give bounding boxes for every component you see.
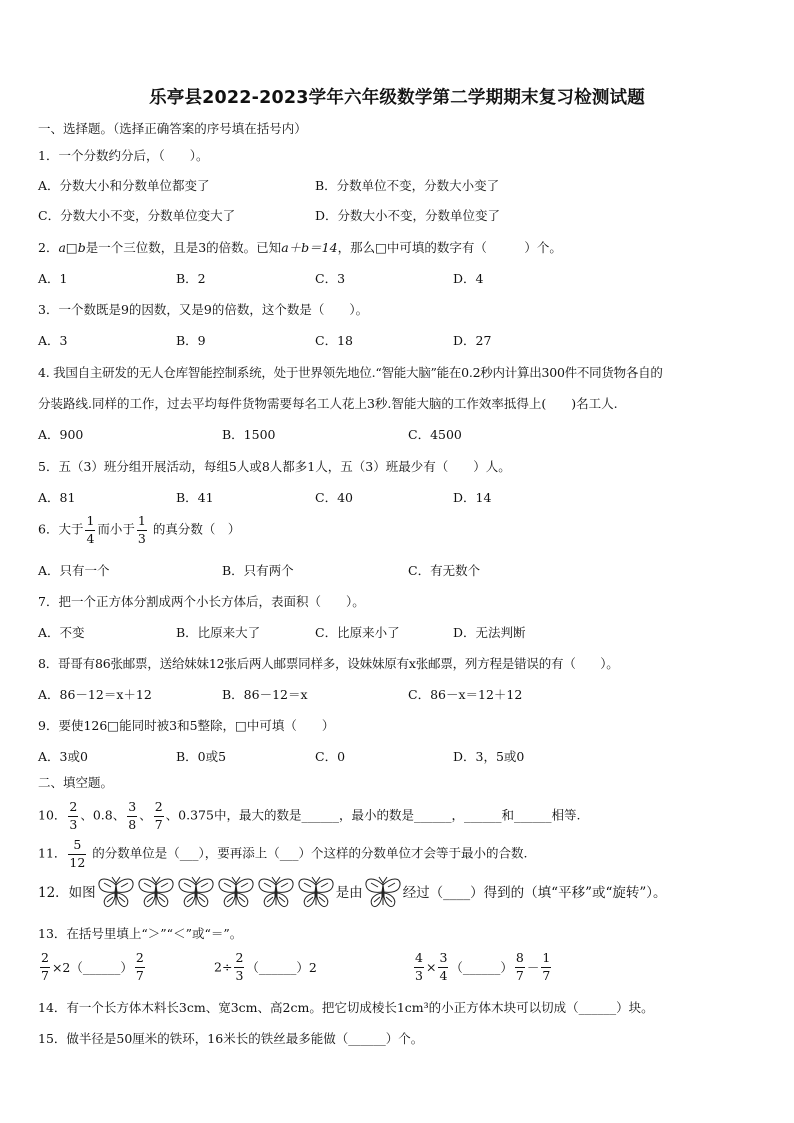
section-heading-fill: 二、填空题。 [38,775,114,790]
butterfly-icon [176,875,216,911]
q3-option-d: D．27 [453,333,492,348]
q6-option-c: C．有无数个 [408,563,481,578]
question-14: 14．有一个长方体木料长3cm、宽3cm、高2cm。把它切成棱长1cm³的小正方体木块可以切成（______）块。 [38,1000,654,1015]
question-7: 7．把一个正方体分割成两个小长方体后，表面积（ ）。 [38,594,365,609]
question-3: 3．一个数既是9的因数，又是9的倍数，这个数是（ ）。 [38,302,369,317]
q2-number: 2． [38,240,59,255]
q6-fraction-2: $\frac{1}{3}$ [137,513,146,546]
question-5: 5．五（3）班分组开展活动，每组5人或8人都多1人，五（3）班最少有（ ）人。 [38,459,511,474]
butterfly-sequence [96,875,336,911]
q10-sep-2: 、 [139,807,152,823]
q10-fraction-1: $\frac{2}{3}$ [69,799,78,832]
q10-fraction-2: $\frac{3}{8}$ [128,799,137,832]
q1-option-d: D．分数大小不变，分数单位变了 [315,208,501,223]
page-title: 乐亭县2022-2023学年六年级数学第二学期期末复习检测试题 [149,88,645,108]
question-6 [38,515,240,545]
q8-option-c: C．86－x＝12＋12 [408,687,523,702]
butterfly-icon [296,875,336,911]
q9-option-c: C．0 [315,749,346,764]
question-11 [38,839,528,869]
q4-option-a: A．900 [38,427,84,442]
q13-expression-2: 2÷ $\frac{2}{3}$ （______）2 [214,950,317,983]
q10-sep-1: 、0.8、 [80,807,126,823]
butterfly-icon [136,875,176,911]
butterfly-icon [363,875,403,911]
q6-text-pre: 6．大于 [38,521,84,537]
question-2 [38,239,562,257]
q6-fraction-1: $\frac{1}{4}$ [86,513,95,546]
q9-option-d: D．3，5或0 [453,749,525,764]
q13-expression-1: $\frac{2}{7}$ ×2（______） $\frac{2}{7}$ [41,950,144,983]
question-12 [38,875,667,911]
butterfly-icon [216,875,256,911]
q9-option-b: B．0或5 [176,749,227,764]
q11-tail: 的分数单位是（___），要再添上（___）个这样的分数单位才会等于最小的合数. [92,845,528,861]
q5-option-a: A．81 [38,490,76,505]
question-4-line-1: 4. 我国自主研发的无人仓库智能控制系统，处于世界领先地位.“智能大脑”能在0.2秒内计算出300件不同货物各自的 [38,365,663,380]
q5-option-b: B．41 [176,490,214,505]
q7-option-b: B．比原来大了 [176,625,261,640]
q7-option-a: A．不变 [38,625,85,640]
q6-option-b: B．只有两个 [222,563,294,578]
question-8: 8．哥哥有86张邮票，送给妹妹12张后两人邮票同样多，设妹妹原有x张邮票，列方程是错误的有（ ）。 [38,656,619,671]
q10-fraction-3: $\frac{2}{7}$ [154,799,163,832]
question-9: 9．要使126□能同时被3和5整除，□中可填（ ） [38,718,335,733]
q12-text-tail: 经过（____）得到的（填“平移”或“旋转”）。 [402,885,667,901]
q7-option-d: D．无法判断 [453,625,526,640]
q12-text-pre: 12．如图 [38,885,96,901]
q10-tail: 、0.375中，最大的数是______，最小的数是______，______和______相等. [165,807,581,823]
section-heading-choice: 一、选择题。（选择正确答案的序号填在括号内） [38,121,307,136]
q8-option-b: B．86－12＝x [222,687,308,702]
q1-option-a: A．分数大小和分数单位都变了 [38,178,210,193]
q10-number: 10． [38,807,67,823]
q6-option-a: A．只有一个 [38,563,110,578]
question-15: 15．做半径是50厘米的铁环，16米长的铁丝最多能做（______）个。 [38,1031,424,1046]
q1-option-c: C．分数大小不变，分数单位变大了 [38,208,236,223]
q9-option-a: A．3或0 [38,749,88,764]
question-13: 13．在括号里填上“＞”“＜”或“＝”。 [38,926,243,941]
butterfly-icon [256,875,296,911]
q2-tail: ，那么□中可填的数字有（ ）个。 [337,240,562,255]
question-1: 1．一个分数约分后，（ ）。 [38,148,209,163]
q8-option-a: A．86－12＝x＋12 [38,687,152,702]
q2-option-d: D．4 [453,271,484,286]
q6-text-mid: 而小于 [97,521,135,537]
q3-option-a: A．3 [38,333,68,348]
q4-option-b: B．1500 [222,427,276,442]
q6-text-tail: 的真分数（ ） [152,521,241,537]
q3-option-b: B．9 [176,333,206,348]
q2-text: 是一个三位数，且是3的倍数。已知 [85,240,282,255]
q2-option-a: A．1 [38,271,68,286]
q5-option-d: D．14 [453,490,492,505]
q1-option-b: B．分数单位不变，分数大小变了 [315,178,500,193]
q5-option-c: C．40 [315,490,353,505]
q7-option-c: C．比原来小了 [315,625,400,640]
q2-option-b: B．2 [176,271,206,286]
butterfly-icon [96,875,136,911]
q2-expression: a□b [58,240,86,255]
q4-option-c: C．4500 [408,427,462,442]
q11-fraction: $\frac{5}{12}$ [69,837,86,870]
q2-equation: a＋b＝14 [281,240,338,255]
question-10 [38,801,580,831]
q11-number: 11． [38,845,67,861]
q3-option-c: C．18 [315,333,353,348]
q13-expression-3: $\frac{4}{3}$ × $\frac{3}{4}$ （______） $\frac{8}{7}$ － $\frac{1}{7}$ [415,950,551,983]
q12-text-mid: 是由 [335,885,363,901]
question-4-line-2: 分装路线.同样的工作，过去平均每件货物需要每名工人花上3秒.智能大脑的工作效率抵得上( )名工人. [38,396,618,411]
q2-option-c: C．3 [315,271,346,286]
